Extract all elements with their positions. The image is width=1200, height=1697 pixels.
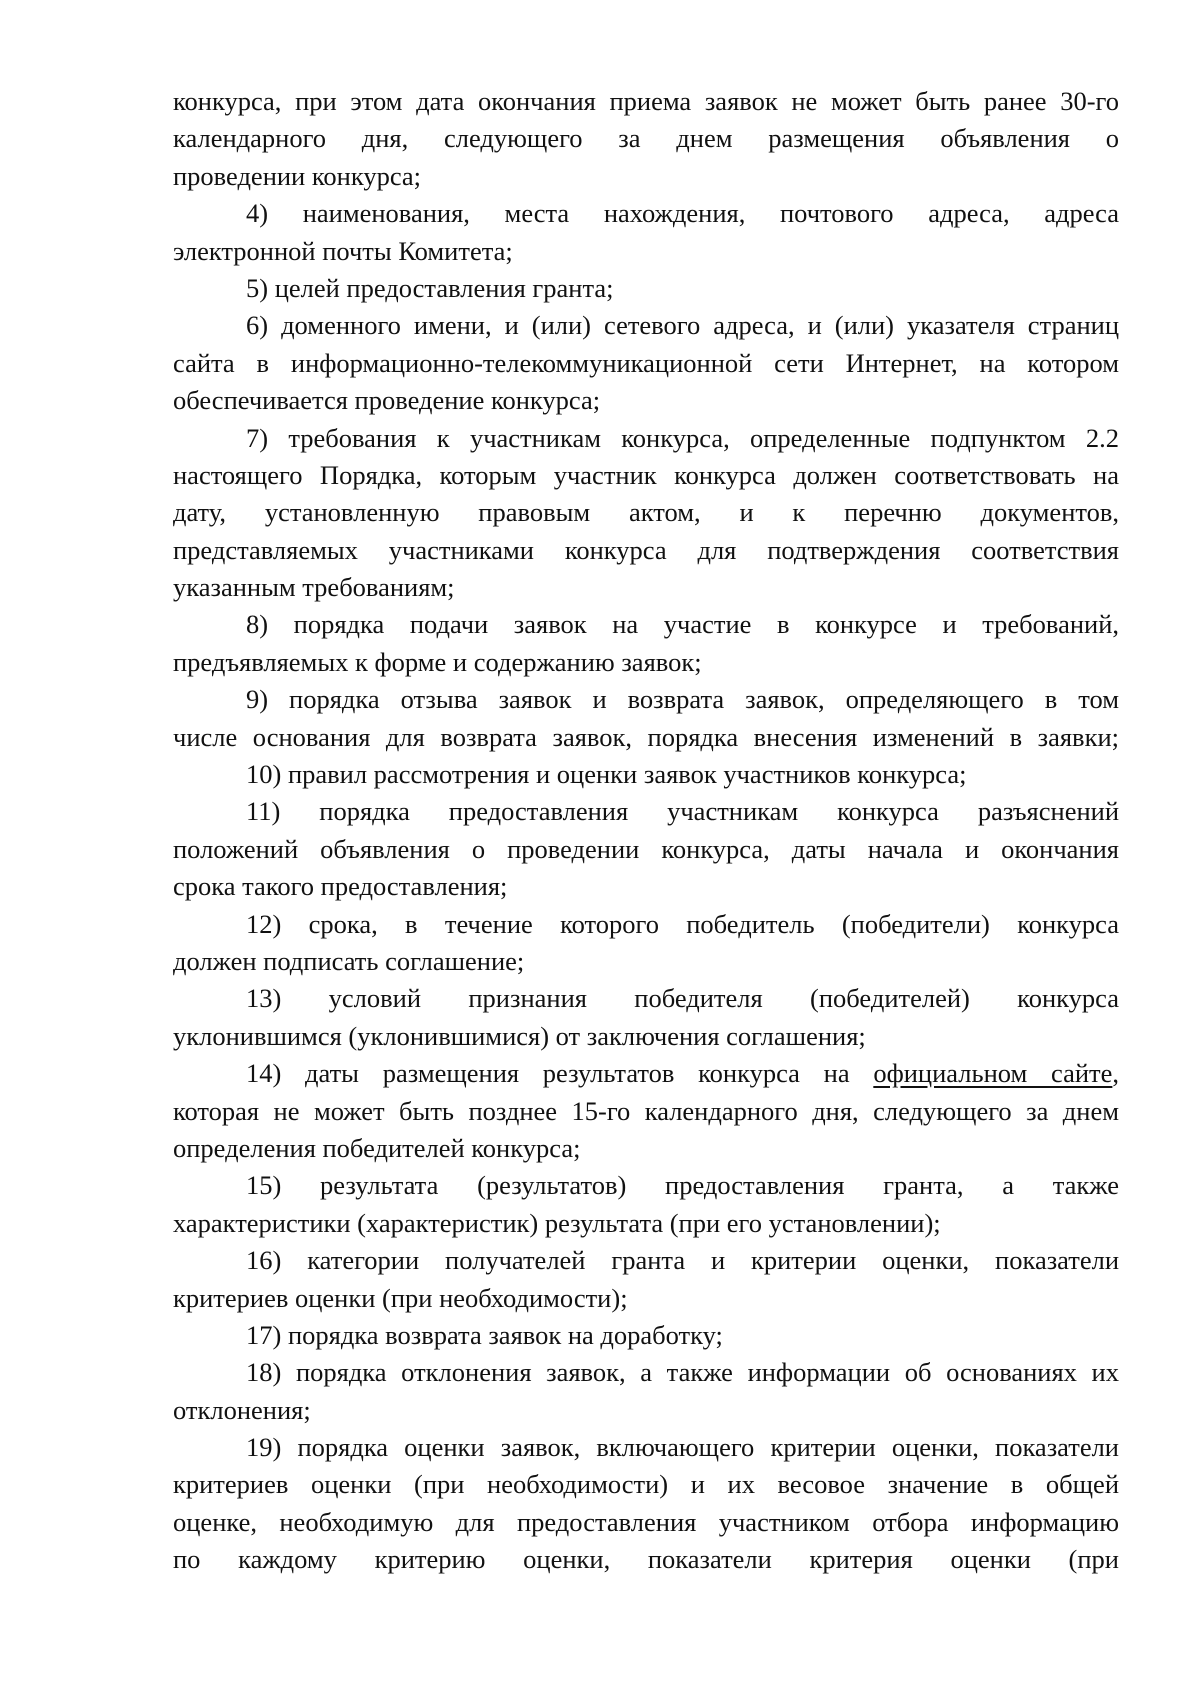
text-line: числе основания для возврата заявок, порядка внесения изменений в заявки; bbox=[173, 721, 1119, 752]
text-line: 16) категории получателей гранта и критерии оценки, показатели bbox=[246, 1245, 1119, 1276]
text-line: 10) правил рассмотрения и оценки заявок участников конкурса; bbox=[246, 759, 967, 790]
document-body bbox=[173, 83, 1119, 1579]
paragraph bbox=[173, 1242, 1119, 1317]
text-line: проведении конкурса; bbox=[173, 160, 422, 191]
paragraph bbox=[173, 83, 1119, 195]
text-line: по каждому критерию оценки, показатели критерия оценки (при bbox=[173, 1544, 1119, 1575]
text-line: дату, установленную правовым актом, и к перечню документов, bbox=[173, 497, 1119, 528]
text-line: 15) результата (результатов) предоставления гранта, а также bbox=[246, 1170, 1119, 1201]
paragraph bbox=[173, 793, 1119, 905]
text-line: определения победителей конкурса; bbox=[173, 1132, 581, 1163]
paragraph bbox=[173, 1317, 1119, 1354]
paragraph bbox=[173, 420, 1119, 607]
paragraph bbox=[173, 756, 1119, 793]
paragraph bbox=[173, 195, 1119, 270]
text-line: 12) срока, в течение которого победитель (победители) конкурса bbox=[246, 908, 1119, 939]
text-line: указанным требованиям; bbox=[173, 572, 455, 603]
text-line: 13) условий признания победителя (победителей) конкурса bbox=[246, 983, 1119, 1014]
paragraph bbox=[173, 1055, 1119, 1167]
text-line: 8) порядка подачи заявок на участие в конкурсе и требований, bbox=[246, 609, 1119, 640]
paragraph bbox=[173, 681, 1119, 756]
text-line: 4) наименования, места нахождения, почтового адреса, адреса bbox=[246, 198, 1119, 229]
text-line: конкурса, при этом дата окончания приема заявок не может быть ранее 30-го bbox=[173, 86, 1119, 116]
text-line: характеристики (характеристик) результата (при его установлении); bbox=[173, 1207, 941, 1238]
paragraph bbox=[173, 906, 1119, 981]
text-line: оценке, необходимую для предоставления участником отбора информацию bbox=[173, 1506, 1119, 1537]
paragraph bbox=[173, 980, 1119, 1055]
text-line: 7) требования к участникам конкурса, определенные подпунктом 2.2 bbox=[246, 422, 1119, 453]
text-line: положений объявления о проведении конкурса, даты начала и окончания bbox=[173, 833, 1119, 864]
text-line: 18) порядка отклонения заявок, а также информации об основаниях их bbox=[246, 1357, 1119, 1388]
text-segment: 14) даты размещения результатов конкурса на bbox=[246, 1058, 874, 1089]
text-line: 6) доменного имени, и (или) сетевого адреса, и (или) указателя страниц bbox=[246, 310, 1119, 341]
text-line: срока такого предоставления; bbox=[173, 871, 508, 902]
paragraph bbox=[173, 606, 1119, 681]
text-segment: , bbox=[1112, 1058, 1119, 1089]
text-line: 5) целей предоставления гранта; bbox=[246, 272, 614, 303]
paragraph bbox=[173, 1167, 1119, 1242]
text-line: отклонения; bbox=[173, 1394, 311, 1425]
official-site-link[interactable]: официальном сайте bbox=[873, 1058, 1113, 1089]
text-line: критериев оценки (при необходимости) и их весовое значение в общей bbox=[173, 1469, 1119, 1500]
text-line: представляемых участниками конкурса для подтверждения соответствия bbox=[173, 534, 1119, 565]
text-line: предъявляемых к форме и содержанию заявок; bbox=[173, 646, 702, 677]
text-line: электронной почты Комитета; bbox=[173, 235, 513, 266]
text-line: 9) порядка отзыва заявок и возврата заявок, определяющего в том bbox=[246, 684, 1119, 715]
paragraph bbox=[173, 1354, 1119, 1429]
text-line: настоящего Порядка, которым участник конкурса должен соответствовать на bbox=[173, 459, 1119, 490]
text-line: обеспечивается проведение конкурса; bbox=[173, 385, 601, 416]
text-line: сайта в информационно-телекоммуникационной сети Интернет, на котором bbox=[173, 347, 1119, 378]
text-line bbox=[173, 1055, 1119, 1092]
paragraph bbox=[173, 270, 1119, 307]
text-line: 17) порядка возврата заявок на доработку; bbox=[246, 1319, 723, 1350]
text-line: 11) порядка предоставления участникам конкурса разъяснений bbox=[246, 796, 1119, 827]
text-line: которая не может быть позднее 15-го календарного дня, следующего за днем bbox=[173, 1095, 1119, 1126]
text-line: календарного дня, следующего за днем размещения объявления о bbox=[173, 123, 1119, 154]
text-line: 19) порядка оценки заявок, включающего критерии оценки, показатели bbox=[246, 1432, 1119, 1463]
paragraph bbox=[173, 1429, 1119, 1579]
text-line: уклонившимся (уклонившимися) от заключения соглашения; bbox=[173, 1020, 866, 1051]
text-line: критериев оценки (при необходимости); bbox=[173, 1282, 628, 1313]
paragraph bbox=[173, 307, 1119, 419]
text-line: должен подписать соглашение; bbox=[173, 945, 525, 976]
